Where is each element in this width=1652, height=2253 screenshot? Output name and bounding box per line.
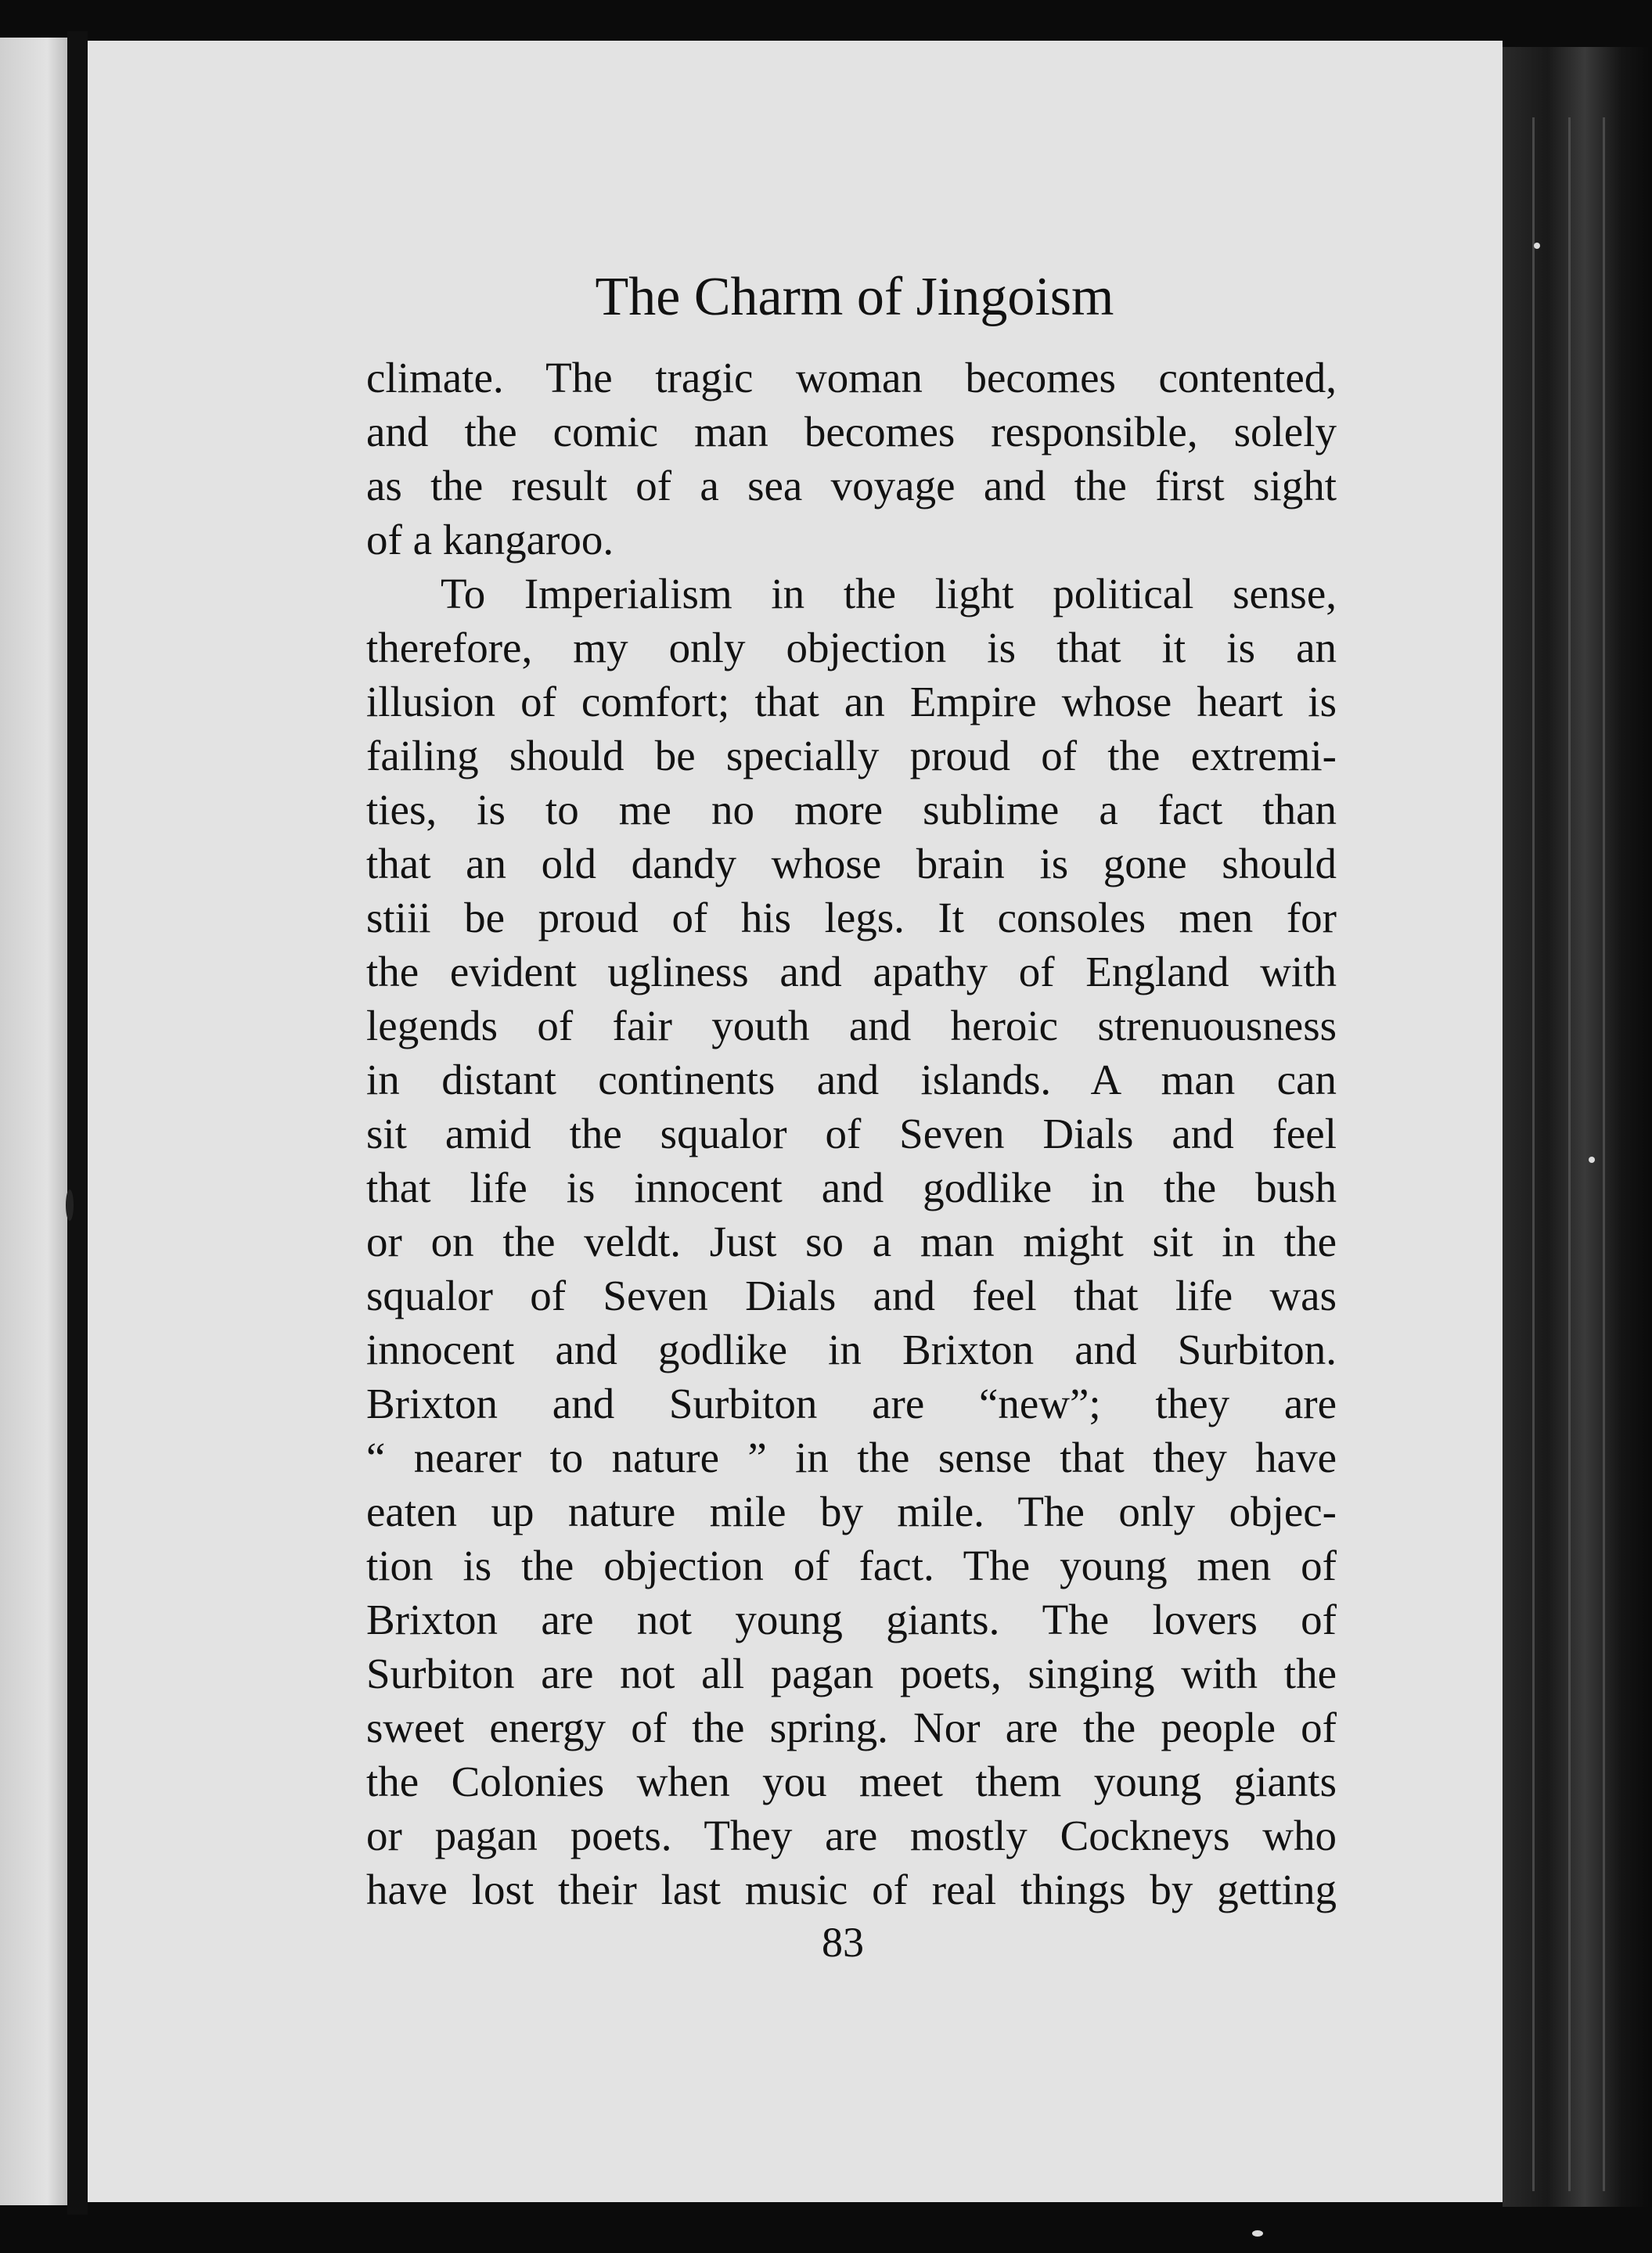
scan-speck <box>1534 243 1540 249</box>
text-line: innocent and godlike in Brixton and Surbiton. <box>366 1326 1337 1373</box>
text-line: squalor of Seven Dials and feel that life was <box>366 1272 1337 1319</box>
text-line: tion is the objection of fact. The young men of <box>366 1542 1337 1589</box>
text-line: legends of fair youth and heroic strenuousness <box>366 1002 1337 1049</box>
text-line: climate. The tragic woman becomes contented, <box>366 354 1337 401</box>
paragraph-1 <box>366 351 1337 567</box>
text-line: the evident ugliness and apathy of England with <box>366 948 1337 995</box>
book-page <box>88 41 1503 2202</box>
text-line: as the result of a sea voyage and the first sight <box>366 462 1337 509</box>
page-number: 83 <box>822 1919 864 1966</box>
text-line: or pagan poets. They are mostly Cockneys who <box>366 1812 1337 1859</box>
text-line: the Colonies when you meet them young giants <box>366 1758 1337 1805</box>
text-line: that an old dandy whose brain is gone should <box>366 840 1337 887</box>
left-page-edge <box>0 38 67 2205</box>
text-line: Brixton and Surbiton are “new”; they are <box>366 1380 1337 1427</box>
running-head: The Charm of Jingoism <box>595 267 1114 327</box>
text-line: Brixton are not young giants. The lovers of <box>366 1596 1337 1643</box>
scan-speck <box>1252 2230 1263 2237</box>
text-line: sit amid the squalor of Seven Dials and feel <box>366 1110 1337 1157</box>
text-line: therefore, my only objection is that it is an <box>366 624 1337 671</box>
text-line: that life is innocent and godlike in the bush <box>366 1164 1337 1211</box>
text-line: Surbiton are not all pagan poets, singing with the <box>366 1650 1337 1697</box>
text-line: ties, is to me no more sublime a fact than <box>366 786 1337 833</box>
scan-speck <box>1589 1157 1595 1163</box>
book-fore-edge <box>1503 47 1652 2207</box>
page-edge-line <box>1532 117 1535 2191</box>
scan-speck <box>66 1189 74 1221</box>
text-line: illusion of comfort; that an Empire whose heart is <box>366 678 1337 725</box>
paragraph-2 <box>366 567 1337 1916</box>
text-line: “ nearer to nature ” in the sense that they have <box>366 1434 1337 1481</box>
text-line: sweet energy of the spring. Nor are the people of <box>366 1704 1337 1751</box>
book-gutter <box>67 31 88 2215</box>
text-line: eaten up nature mile by mile. The only objec- <box>366 1488 1337 1535</box>
text-line: failing should be specially proud of the extremi- <box>366 732 1337 779</box>
body-text <box>366 351 1337 1916</box>
text-line: To Imperialism in the light political sense, <box>441 570 1337 617</box>
text-line: of a kangaroo. <box>366 516 614 563</box>
page-edge-line <box>1603 117 1605 2191</box>
text-line: or on the veldt. Just so a man might sit in the <box>366 1218 1337 1265</box>
page-edge-line <box>1568 117 1571 2191</box>
text-line: have lost their last music of real things by getting <box>366 1866 1337 1913</box>
text-line: and the comic man becomes responsible, solely <box>366 408 1337 455</box>
text-line: in distant continents and islands. A man can <box>366 1056 1337 1103</box>
text-line: stiii be proud of his legs. It consoles men for <box>366 894 1337 941</box>
